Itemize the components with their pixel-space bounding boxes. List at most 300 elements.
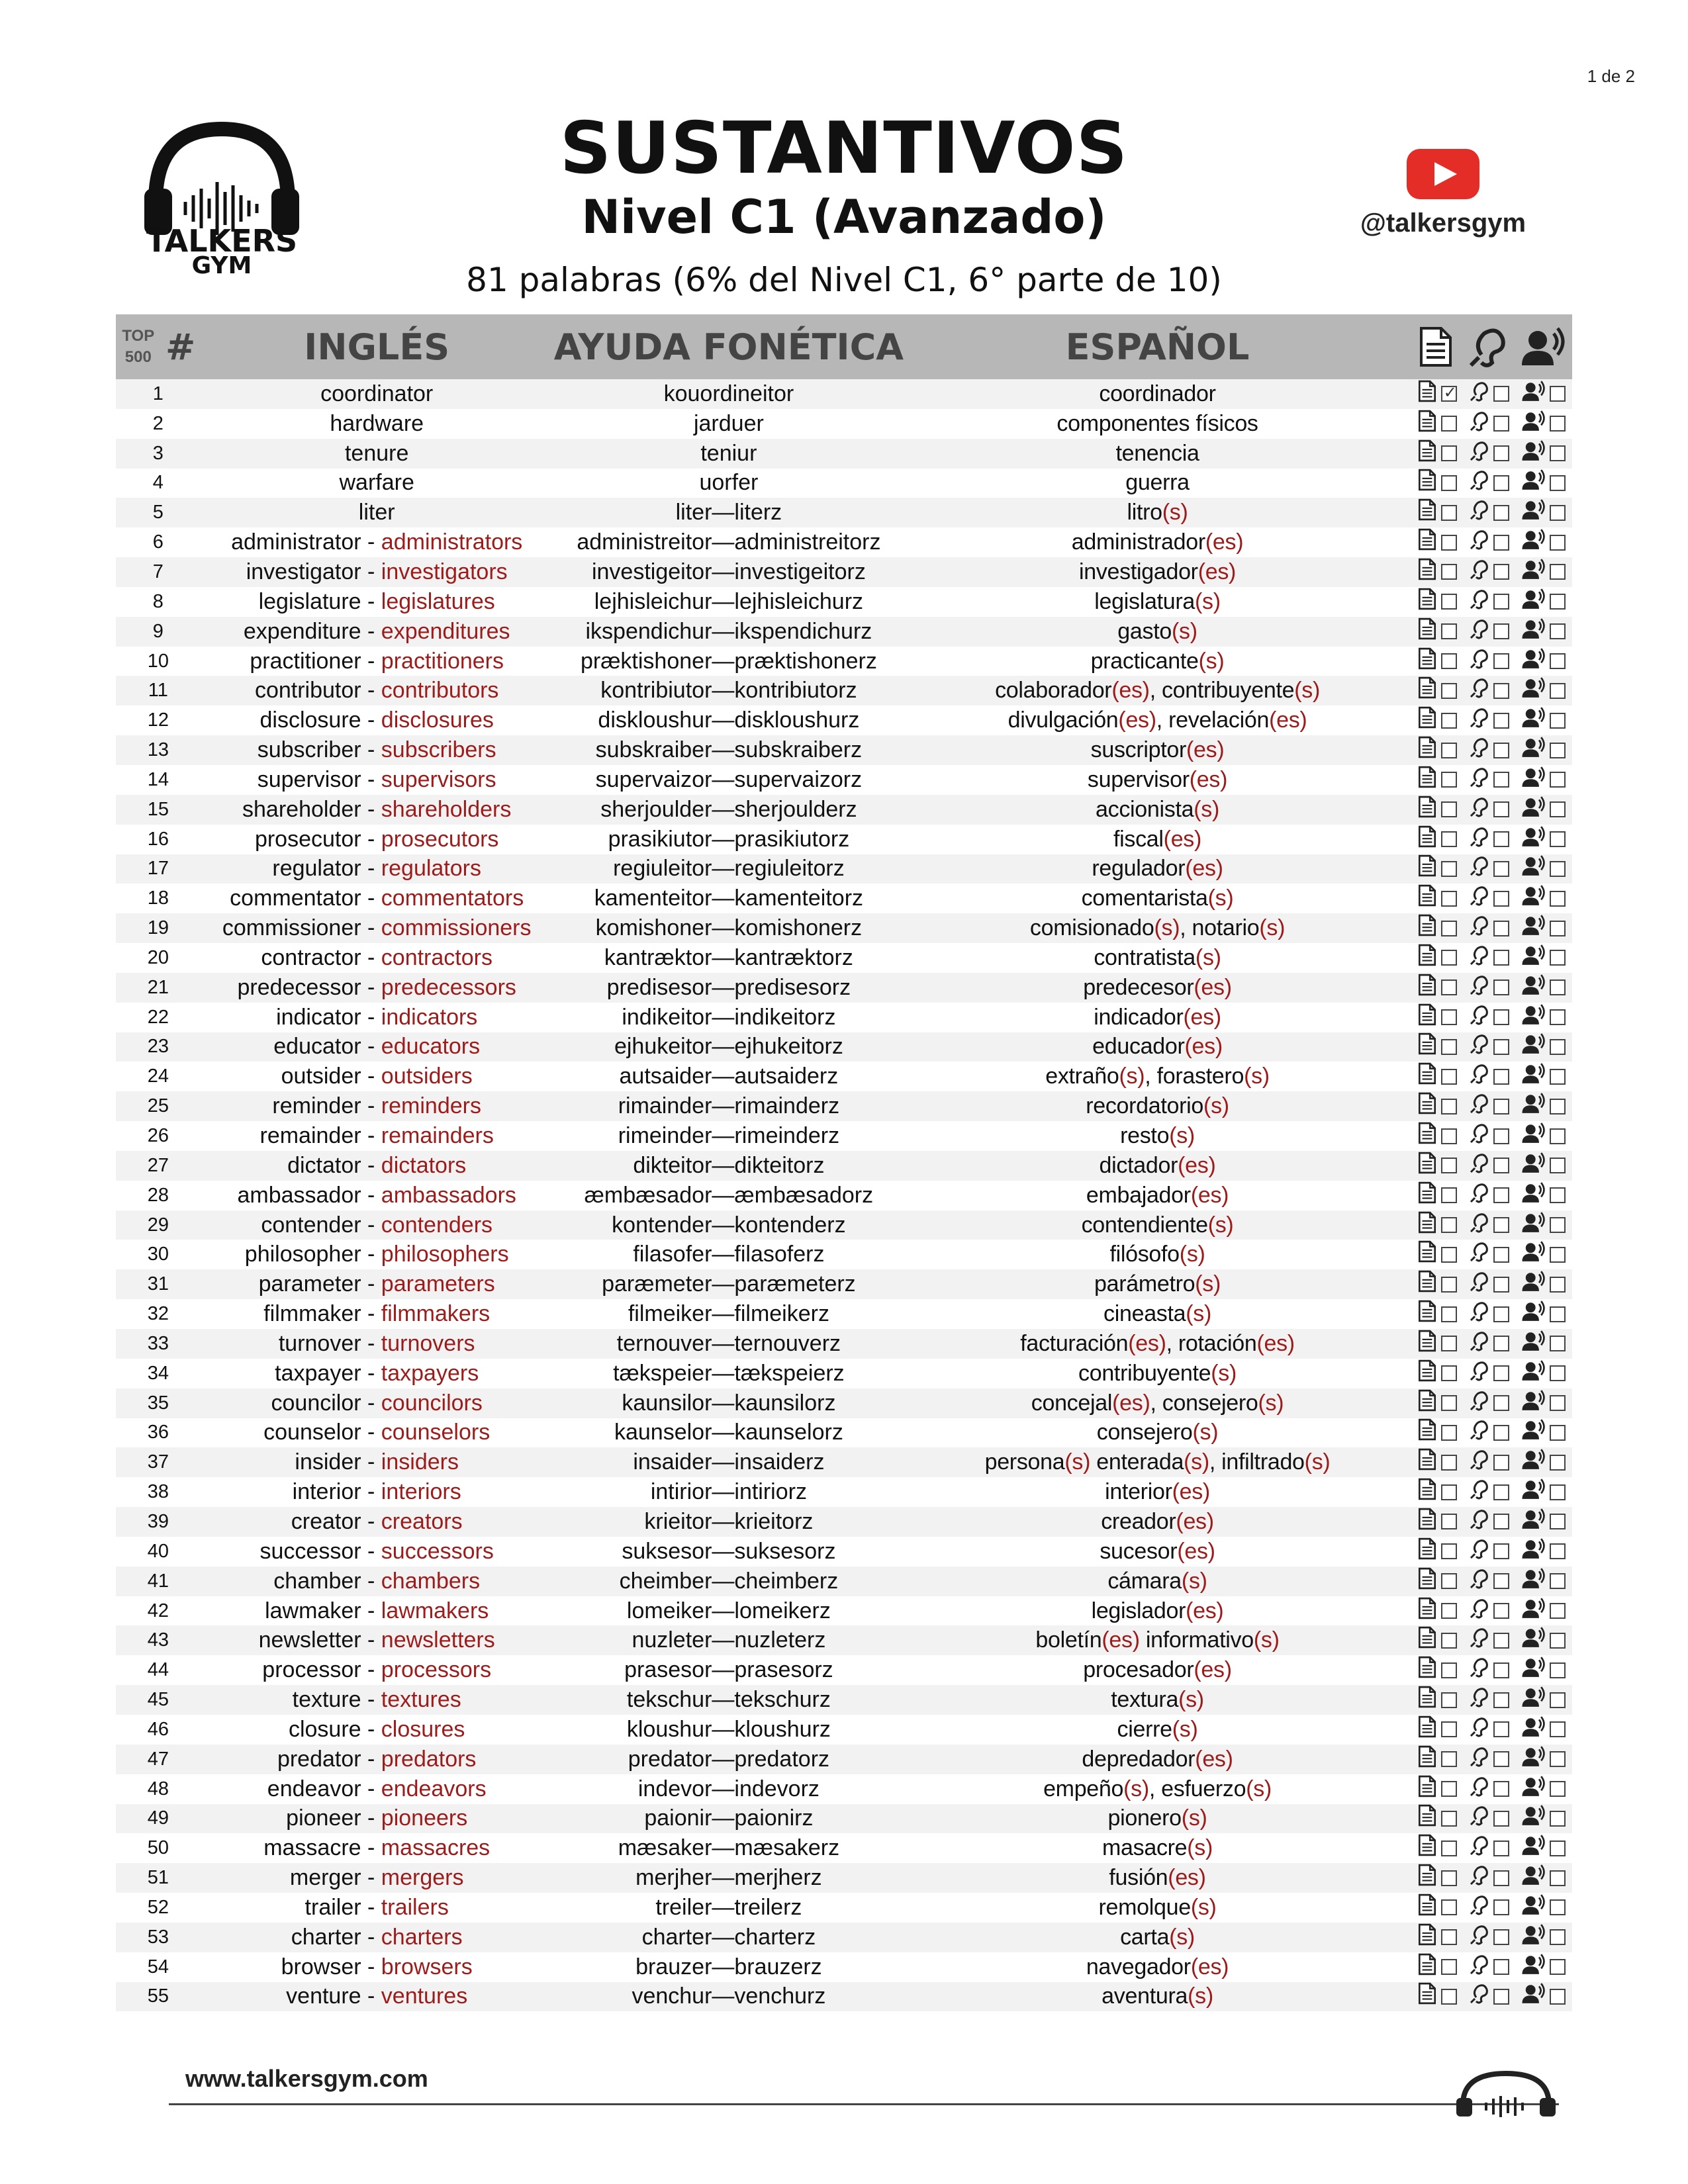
document-icon — [1417, 1389, 1437, 1418]
ear-icon — [1470, 1537, 1489, 1566]
practice-checkboxes — [1411, 1923, 1572, 1952]
english-singular: contender — [261, 1212, 361, 1238]
practice-checkboxes — [1411, 617, 1572, 646]
ear-icon — [1470, 854, 1489, 883]
phonetic-help: ejhukeitor—ejhukeitorz — [614, 1034, 843, 1060]
read-checkbox[interactable] — [1441, 831, 1457, 847]
listen-check — [1470, 1923, 1509, 1952]
read-checkbox[interactable] — [1441, 1811, 1457, 1827]
listen-checkbox[interactable] — [1493, 1277, 1509, 1293]
listen-checkbox[interactable] — [1493, 623, 1509, 639]
spanish-translation: extraño(s), forastero(s) — [1045, 1064, 1270, 1089]
speak-check — [1522, 944, 1566, 972]
spanish-translation: contendiente(s) — [1081, 1212, 1234, 1238]
read-check — [1417, 1775, 1457, 1803]
english-word: contractor - contractors — [261, 944, 492, 970]
english-plural: massacres — [381, 1835, 491, 1861]
listen-check — [1470, 706, 1509, 735]
speak-checkbox[interactable] — [1550, 505, 1566, 521]
read-check — [1417, 1656, 1457, 1684]
read-checkbox[interactable] — [1441, 713, 1457, 729]
speak-checkbox[interactable] — [1550, 1989, 1566, 2005]
speak-checkbox[interactable] — [1550, 1306, 1566, 1322]
speak-checkbox[interactable] — [1550, 1573, 1566, 1589]
speaker-icon — [1522, 439, 1546, 468]
speak-checkbox[interactable] — [1550, 1158, 1566, 1173]
read-checkbox[interactable] — [1441, 1069, 1457, 1085]
speak-checkbox[interactable] — [1550, 772, 1566, 788]
speak-checkbox[interactable] — [1550, 1841, 1566, 1856]
read-check — [1417, 1537, 1457, 1566]
english-singular: trailer — [305, 1894, 361, 1920]
listen-checkbox[interactable] — [1493, 861, 1509, 877]
listen-checkbox[interactable] — [1493, 1069, 1509, 1085]
listen-checkbox[interactable] — [1493, 1425, 1509, 1441]
speak-checkbox[interactable] — [1550, 1603, 1566, 1619]
speak-checkbox[interactable] — [1550, 1395, 1566, 1411]
title-block — [331, 109, 1357, 306]
table-row — [116, 498, 1572, 527]
speak-check — [1522, 1122, 1566, 1150]
row-number: 34 — [147, 1362, 169, 1384]
speak-check — [1522, 1003, 1566, 1032]
speak-checkbox[interactable] — [1550, 1336, 1566, 1351]
listen-checkbox[interactable] — [1493, 1039, 1509, 1055]
listen-checkbox[interactable] — [1493, 1662, 1509, 1678]
speak-checkbox[interactable] — [1550, 713, 1566, 729]
read-check — [1417, 1626, 1457, 1655]
read-checkbox[interactable] — [1441, 535, 1457, 551]
english-word: creator - creators — [291, 1508, 463, 1534]
speak-checkbox[interactable] — [1550, 1721, 1566, 1737]
english-plural: taxpayers — [381, 1360, 479, 1386]
read-checkbox[interactable] — [1441, 1543, 1457, 1559]
english-word: parameter - parameters — [258, 1271, 495, 1297]
youtube-icon[interactable] — [1407, 149, 1479, 199]
speak-checkbox[interactable] — [1550, 535, 1566, 551]
row-number: 45 — [147, 1689, 169, 1711]
speak-check — [1522, 1152, 1566, 1180]
speak-checkbox[interactable] — [1550, 1484, 1566, 1500]
practice-checkboxes — [1411, 1122, 1572, 1150]
speaker-icon — [1522, 1893, 1546, 1922]
listen-checkbox[interactable] — [1493, 801, 1509, 817]
ear-icon — [1470, 558, 1489, 586]
listen-checkbox[interactable] — [1493, 505, 1509, 521]
document-icon — [1417, 1923, 1437, 1952]
read-checkbox[interactable] — [1441, 564, 1457, 580]
read-checkbox[interactable] — [1441, 475, 1457, 491]
speak-checkbox[interactable] — [1550, 1692, 1566, 1708]
english-word: educator - educators — [273, 1034, 481, 1060]
read-checkbox[interactable] — [1441, 1929, 1457, 1945]
speak-checkbox[interactable] — [1550, 445, 1566, 461]
table-row — [116, 1685, 1572, 1715]
speak-checkbox[interactable] — [1550, 1811, 1566, 1827]
speak-checkbox[interactable] — [1550, 1217, 1566, 1233]
listen-checkbox[interactable] — [1493, 1099, 1509, 1115]
read-checkbox[interactable] — [1441, 950, 1457, 966]
document-icon — [1417, 1418, 1437, 1447]
read-checkbox[interactable] — [1441, 1277, 1457, 1293]
youtube-handle[interactable]: @talkersgym — [1360, 208, 1526, 238]
read-checkbox[interactable] — [1441, 1158, 1457, 1173]
read-checkbox[interactable] — [1441, 1425, 1457, 1441]
english-plural: predators — [381, 1746, 477, 1772]
document-icon — [1417, 825, 1437, 854]
table-row — [116, 1863, 1572, 1893]
speak-checkbox[interactable] — [1550, 1069, 1566, 1085]
read-checkbox[interactable] — [1441, 1781, 1457, 1797]
read-checkbox[interactable] — [1441, 1692, 1457, 1708]
ear-icon — [1470, 1032, 1489, 1061]
row-number: 7 — [152, 561, 164, 582]
document-icon — [1417, 1270, 1437, 1298]
speak-checkbox[interactable] — [1550, 861, 1566, 877]
spanish-translation: suscriptor(es) — [1090, 737, 1225, 763]
table-row — [116, 1537, 1572, 1567]
ear-icon — [1470, 439, 1489, 468]
listen-checkbox[interactable] — [1493, 475, 1509, 491]
listen-checkbox[interactable] — [1493, 1365, 1509, 1381]
practice-checkboxes — [1411, 1389, 1572, 1418]
speak-check — [1522, 1893, 1566, 1922]
english-word: dictator - dictators — [287, 1152, 467, 1178]
read-checkbox[interactable] — [1441, 1306, 1457, 1322]
phonetic-help: predator—predatorz — [628, 1746, 830, 1772]
read-checkbox[interactable] — [1441, 594, 1457, 610]
speak-checkbox[interactable] — [1550, 1187, 1566, 1203]
practice-checkboxes — [1411, 1597, 1572, 1625]
document-icon — [1417, 1864, 1437, 1892]
practice-checkboxes — [1411, 439, 1572, 468]
read-checkbox[interactable] — [1441, 1751, 1457, 1767]
spanish-translation: facturación(es), rotación(es) — [1020, 1330, 1295, 1356]
read-checkbox[interactable] — [1441, 1870, 1457, 1886]
row-number: 5 — [152, 502, 164, 523]
read-checkbox[interactable] — [1441, 921, 1457, 936]
listen-check — [1470, 914, 1509, 942]
ear-icon — [1470, 1181, 1489, 1210]
speak-checkbox[interactable] — [1550, 921, 1566, 936]
read-checkbox[interactable] — [1441, 683, 1457, 699]
english-singular: reminder — [272, 1093, 361, 1119]
english-singular: dictator — [287, 1152, 361, 1178]
speak-checkbox[interactable] — [1550, 1751, 1566, 1767]
phonetic-help: æmbæsador—æmbæsadorz — [584, 1182, 874, 1208]
row-number: 19 — [147, 917, 169, 939]
english-singular: creator — [291, 1508, 361, 1534]
speak-checkbox[interactable] — [1550, 416, 1566, 432]
document-icon — [1417, 1092, 1437, 1120]
spanish-translation: cineasta(s) — [1103, 1301, 1212, 1327]
speak-check — [1522, 706, 1566, 735]
listen-checkbox[interactable] — [1493, 1455, 1509, 1471]
read-checkbox[interactable] — [1441, 772, 1457, 788]
speak-checkbox[interactable] — [1550, 564, 1566, 580]
speak-checkbox[interactable] — [1550, 594, 1566, 610]
english-plural: endeavors — [381, 1776, 487, 1801]
spanish-translation: gasto(s) — [1117, 618, 1197, 644]
phonetic-help: præktishoner—præktishonerz — [580, 648, 877, 674]
read-checkbox[interactable] — [1441, 1128, 1457, 1144]
read-checkbox[interactable] — [1441, 1662, 1457, 1678]
speak-checkbox[interactable] — [1550, 475, 1566, 491]
listen-check — [1470, 676, 1509, 705]
practice-checkboxes — [1411, 1834, 1572, 1862]
table-row — [116, 1359, 1572, 1388]
listen-check — [1470, 766, 1509, 794]
listen-checkbox[interactable] — [1493, 1158, 1509, 1173]
listen-checkbox[interactable] — [1493, 1929, 1509, 1945]
read-checkbox[interactable] — [1441, 386, 1457, 402]
english-singular: parameter — [258, 1271, 361, 1297]
english-plural: regulators — [381, 856, 481, 882]
listen-checkbox[interactable] — [1493, 891, 1509, 907]
read-checkbox[interactable] — [1441, 1721, 1457, 1737]
speak-checkbox[interactable] — [1550, 1633, 1566, 1649]
speak-check — [1522, 1508, 1566, 1536]
listen-checkbox[interactable] — [1493, 1959, 1509, 1975]
speak-checkbox[interactable] — [1550, 1662, 1566, 1678]
listen-checkbox[interactable] — [1493, 1514, 1509, 1529]
listen-checkbox[interactable] — [1493, 594, 1509, 610]
speak-checkbox[interactable] — [1550, 653, 1566, 669]
ear-icon — [1470, 1864, 1489, 1892]
listen-checkbox[interactable] — [1493, 653, 1509, 669]
practice-checkboxes — [1411, 1715, 1572, 1744]
spanish-translation: investigador(es) — [1078, 559, 1237, 584]
speaker-icon — [1522, 1775, 1546, 1803]
read-checkbox[interactable] — [1441, 1573, 1457, 1589]
row-number: 44 — [147, 1659, 169, 1681]
listen-check — [1470, 1715, 1509, 1744]
english-word: successor - successors — [259, 1538, 494, 1564]
listen-checkbox[interactable] — [1493, 416, 1509, 432]
english-plural: philosophers — [381, 1242, 509, 1267]
listen-checkbox[interactable] — [1493, 1989, 1509, 2005]
listen-checkbox[interactable] — [1493, 1009, 1509, 1025]
speaker-icon — [1522, 1953, 1546, 1981]
speak-checkbox[interactable] — [1550, 1099, 1566, 1115]
listen-checkbox[interactable] — [1493, 831, 1509, 847]
read-checkbox[interactable] — [1441, 743, 1457, 758]
listen-checkbox[interactable] — [1493, 1543, 1509, 1559]
listen-checkbox[interactable] — [1493, 1217, 1509, 1233]
listen-checkbox[interactable] — [1493, 921, 1509, 936]
speak-checkbox[interactable] — [1550, 1514, 1566, 1529]
read-checkbox[interactable] — [1441, 1841, 1457, 1856]
read-checkbox[interactable] — [1441, 1603, 1457, 1619]
read-checkbox[interactable] — [1441, 1009, 1457, 1025]
speak-checkbox[interactable] — [1550, 623, 1566, 639]
listen-checkbox[interactable] — [1493, 445, 1509, 461]
read-checkbox[interactable] — [1441, 1989, 1457, 2005]
listen-checkbox[interactable] — [1493, 1603, 1509, 1619]
read-checkbox[interactable] — [1441, 1099, 1457, 1115]
document-icon — [1417, 647, 1437, 676]
document-icon — [1417, 854, 1437, 883]
read-checkbox[interactable] — [1441, 1217, 1457, 1233]
speak-checkbox[interactable] — [1550, 1899, 1566, 1915]
read-check — [1417, 1597, 1457, 1625]
listen-checkbox[interactable] — [1493, 386, 1509, 402]
listen-checkbox[interactable] — [1493, 772, 1509, 788]
listen-checkbox[interactable] — [1493, 1395, 1509, 1411]
read-checkbox[interactable] — [1441, 1039, 1457, 1055]
listen-checkbox[interactable] — [1493, 713, 1509, 729]
practice-checkboxes — [1411, 1656, 1572, 1684]
read-checkbox[interactable] — [1441, 861, 1457, 877]
listen-checkbox[interactable] — [1493, 743, 1509, 758]
listen-checkbox[interactable] — [1493, 1751, 1509, 1767]
english-word: contributor - contributors — [254, 678, 499, 704]
listen-checkbox[interactable] — [1493, 1870, 1509, 1886]
speak-checkbox[interactable] — [1550, 743, 1566, 758]
row-number: 10 — [147, 650, 169, 672]
listen-checkbox[interactable] — [1493, 1781, 1509, 1797]
vocabulary-table — [116, 314, 1572, 2011]
listen-checkbox[interactable] — [1493, 535, 1509, 551]
speak-checkbox[interactable] — [1550, 386, 1566, 402]
speak-checkbox[interactable] — [1550, 683, 1566, 699]
spanish-translation: aventura(s) — [1102, 1983, 1213, 2009]
table-row — [116, 1923, 1572, 1952]
english-singular: administrator — [231, 529, 361, 555]
speak-check — [1522, 1032, 1566, 1061]
read-checkbox[interactable] — [1441, 1455, 1457, 1471]
read-checkbox[interactable] — [1441, 1247, 1457, 1263]
read-check — [1417, 1092, 1457, 1120]
listen-checkbox[interactable] — [1493, 1336, 1509, 1351]
practice-checkboxes — [1411, 1062, 1572, 1091]
read-checkbox[interactable] — [1441, 1514, 1457, 1529]
listen-checkbox[interactable] — [1493, 1841, 1509, 1856]
listen-checkbox[interactable] — [1493, 1899, 1509, 1915]
read-checkbox[interactable] — [1441, 891, 1457, 907]
listen-check — [1470, 1418, 1509, 1447]
listen-checkbox[interactable] — [1493, 1811, 1509, 1827]
read-checkbox[interactable] — [1441, 1187, 1457, 1203]
read-checkbox[interactable] — [1441, 653, 1457, 669]
english-singular: outsider — [281, 1064, 361, 1089]
listen-checkbox[interactable] — [1493, 1692, 1509, 1708]
english-word: prosecutor - prosecutors — [254, 826, 499, 852]
speak-checkbox[interactable] — [1550, 801, 1566, 817]
listen-check — [1470, 1508, 1509, 1536]
read-checkbox[interactable] — [1441, 416, 1457, 432]
youtube-block[interactable] — [1331, 149, 1556, 238]
speak-checkbox[interactable] — [1550, 1959, 1566, 1975]
speak-check — [1522, 676, 1566, 705]
english-singular: subscriber — [257, 737, 361, 763]
read-checkbox[interactable] — [1441, 505, 1457, 521]
speak-checkbox[interactable] — [1550, 1455, 1566, 1471]
spanish-translation: fusión(es) — [1109, 1865, 1206, 1891]
listen-checkbox[interactable] — [1493, 1573, 1509, 1589]
listen-checkbox[interactable] — [1493, 1187, 1509, 1203]
read-checkbox[interactable] — [1441, 1633, 1457, 1649]
ear-icon — [1470, 410, 1489, 438]
listen-checkbox[interactable] — [1493, 1484, 1509, 1500]
listen-checkbox[interactable] — [1493, 683, 1509, 699]
read-checkbox[interactable] — [1441, 1959, 1457, 1975]
listen-checkbox[interactable] — [1493, 564, 1509, 580]
practice-checkboxes — [1411, 1448, 1572, 1477]
read-checkbox[interactable] — [1441, 445, 1457, 461]
row-number: 15 — [147, 798, 169, 820]
read-checkbox[interactable] — [1441, 1365, 1457, 1381]
phonetic-help: charter—charterz — [641, 1924, 816, 1950]
speak-checkbox[interactable] — [1550, 831, 1566, 847]
speak-checkbox[interactable] — [1550, 950, 1566, 966]
table-row — [116, 1655, 1572, 1685]
read-checkbox[interactable] — [1441, 623, 1457, 639]
speak-checkbox[interactable] — [1550, 1247, 1566, 1263]
english-word: expenditure - expenditures — [243, 618, 510, 644]
read-checkbox[interactable] — [1441, 1484, 1457, 1500]
speak-checkbox[interactable] — [1550, 1929, 1566, 1945]
listen-checkbox[interactable] — [1493, 950, 1509, 966]
speak-checkbox[interactable] — [1550, 1781, 1566, 1797]
speak-checkbox[interactable] — [1550, 1128, 1566, 1144]
speak-checkbox[interactable] — [1550, 1425, 1566, 1441]
read-checkbox[interactable] — [1441, 979, 1457, 995]
speak-checkbox[interactable] — [1550, 1870, 1566, 1886]
speak-check — [1522, 469, 1566, 497]
read-checkbox[interactable] — [1441, 801, 1457, 817]
listen-checkbox[interactable] — [1493, 1128, 1509, 1144]
word-count: 81 palabras (6% del Nivel C1, 6° parte de 10) — [466, 261, 1222, 299]
ear-icon — [1468, 326, 1509, 368]
row-number: 17 — [147, 858, 169, 880]
speak-checkbox[interactable] — [1550, 1009, 1566, 1025]
speak-checkbox[interactable] — [1550, 1039, 1566, 1055]
phonetic-help: uorfer — [699, 470, 759, 496]
speak-checkbox[interactable] — [1550, 1277, 1566, 1293]
ear-icon — [1470, 766, 1489, 794]
read-checkbox[interactable] — [1441, 1395, 1457, 1411]
practice-checkboxes — [1411, 1270, 1572, 1298]
listen-checkbox[interactable] — [1493, 1306, 1509, 1322]
document-icon — [1417, 1775, 1437, 1803]
english-plural: pioneers — [381, 1805, 468, 1831]
speak-checkbox[interactable] — [1550, 1365, 1566, 1381]
row-number: 55 — [147, 1985, 169, 2007]
speak-checkbox[interactable] — [1550, 1543, 1566, 1559]
listen-checkbox[interactable] — [1493, 1633, 1509, 1649]
read-checkbox[interactable] — [1441, 1899, 1457, 1915]
speak-check — [1522, 1240, 1566, 1269]
speak-checkbox[interactable] — [1550, 979, 1566, 995]
speaker-icon — [1522, 1270, 1546, 1298]
english-singular: filmmaker — [263, 1301, 361, 1327]
speak-check — [1522, 380, 1566, 408]
spanish-translation: regulador(es) — [1092, 856, 1223, 882]
ear-icon — [1470, 647, 1489, 676]
listen-checkbox[interactable] — [1493, 979, 1509, 995]
table-row — [116, 1240, 1572, 1269]
speaker-icon — [1522, 796, 1546, 824]
footer-url[interactable]: www.talkersgym.com — [185, 2065, 428, 2092]
listen-checkbox[interactable] — [1493, 1721, 1509, 1737]
speak-checkbox[interactable] — [1550, 891, 1566, 907]
read-checkbox[interactable] — [1441, 1336, 1457, 1351]
english-singular: charter — [291, 1924, 361, 1950]
listen-checkbox[interactable] — [1493, 1247, 1509, 1263]
listen-check — [1470, 647, 1509, 676]
row-number: 3 — [152, 442, 164, 464]
